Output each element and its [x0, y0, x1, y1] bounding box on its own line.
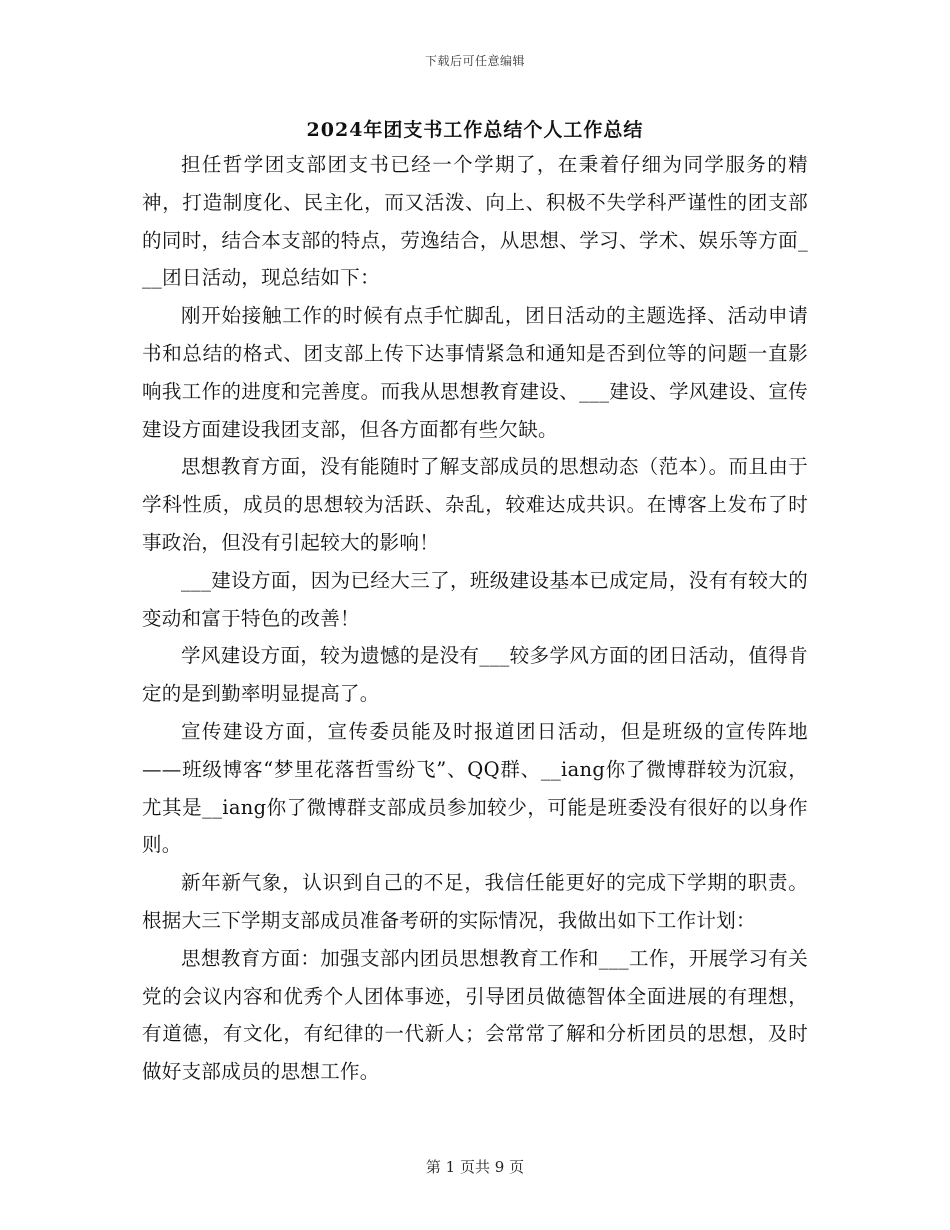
paragraph-publicity: 宣传建设方面，宣传委员能及时报道团日活动，但是班级的宣传阵地——班级博客“梦里花落哲雪纷飞”、QQ群、__iang你了微博群较为沉寂，尤其是__iang你了微博群支部成员参加较少，可能是班委没有很好的以身作则。 — [142, 719, 808, 857]
header-note: 下载后可任意编辑 — [424, 54, 525, 68]
paragraph-new-year: 新年新气象，认识到自己的不足，我信任能更好的完成下学期的职责。根据大三下学期支部成员准备考研的实际情况，我做出如下工作计划： — [142, 871, 808, 932]
paragraph-ideology: 思想教育方面，没有能随时了解支部成员的思想动态（范本）。而且由于学科性质，成员的思想较为活跃、杂乱，较难达成共识。在博客上发布了时事政治，但没有引起较大的影响！ — [142, 455, 808, 554]
paragraph-plan-ideology: 思想教育方面：加强支部内团员思想教育工作和___工作，开展学习有关党的会议内容和优秀个人团体事迹，引导团员做德智体全面进展的有理想，有道德，有文化，有纪律的一代新人；会常常了解和分析团员的思想，及时做好支部成员的思想工作。 — [142, 946, 808, 1084]
page-number: 第 1 页共 9 页 — [425, 1158, 525, 1176]
paragraph-study-style: 学风建设方面，较为遗憾的是没有___较多学风方面的团日活动，值得肯定的是到勤率明显提高了。 — [142, 644, 808, 706]
paragraph-intro: 担任哲学团支部团支书已经一个学期了，在秉着仔细为同学服务的精神，打造制度化、民主化，而又活泼、向上、积极不失学科严谨性的团支部的同时，结合本支部的特点，劳逸结合，从思想、学习、学术、娱乐等方面___团日活动，现总结如下： — [142, 153, 808, 290]
document-body — [142, 146, 808, 1091]
paragraph-overview: 刚开始接触工作的时候有点手忙脚乱，团日活动的主题选择、活动申请书和总结的格式、团支部上传下达事情紧急和通知是否到位等的问题一直影响我工作的进度和完善度。而我从思想教育建设、___建设、学风建设、宣传建设方面建设我团支部，但各方面都有些欠缺。 — [142, 304, 808, 441]
document-title: 2024年团支书工作总结个人工作总结 — [306, 119, 644, 141]
paragraph-construction: ___建设方面，因为已经大三了，班级建设基本已成定局，没有有较大的变动和富于特色的改善！ — [142, 568, 808, 630]
